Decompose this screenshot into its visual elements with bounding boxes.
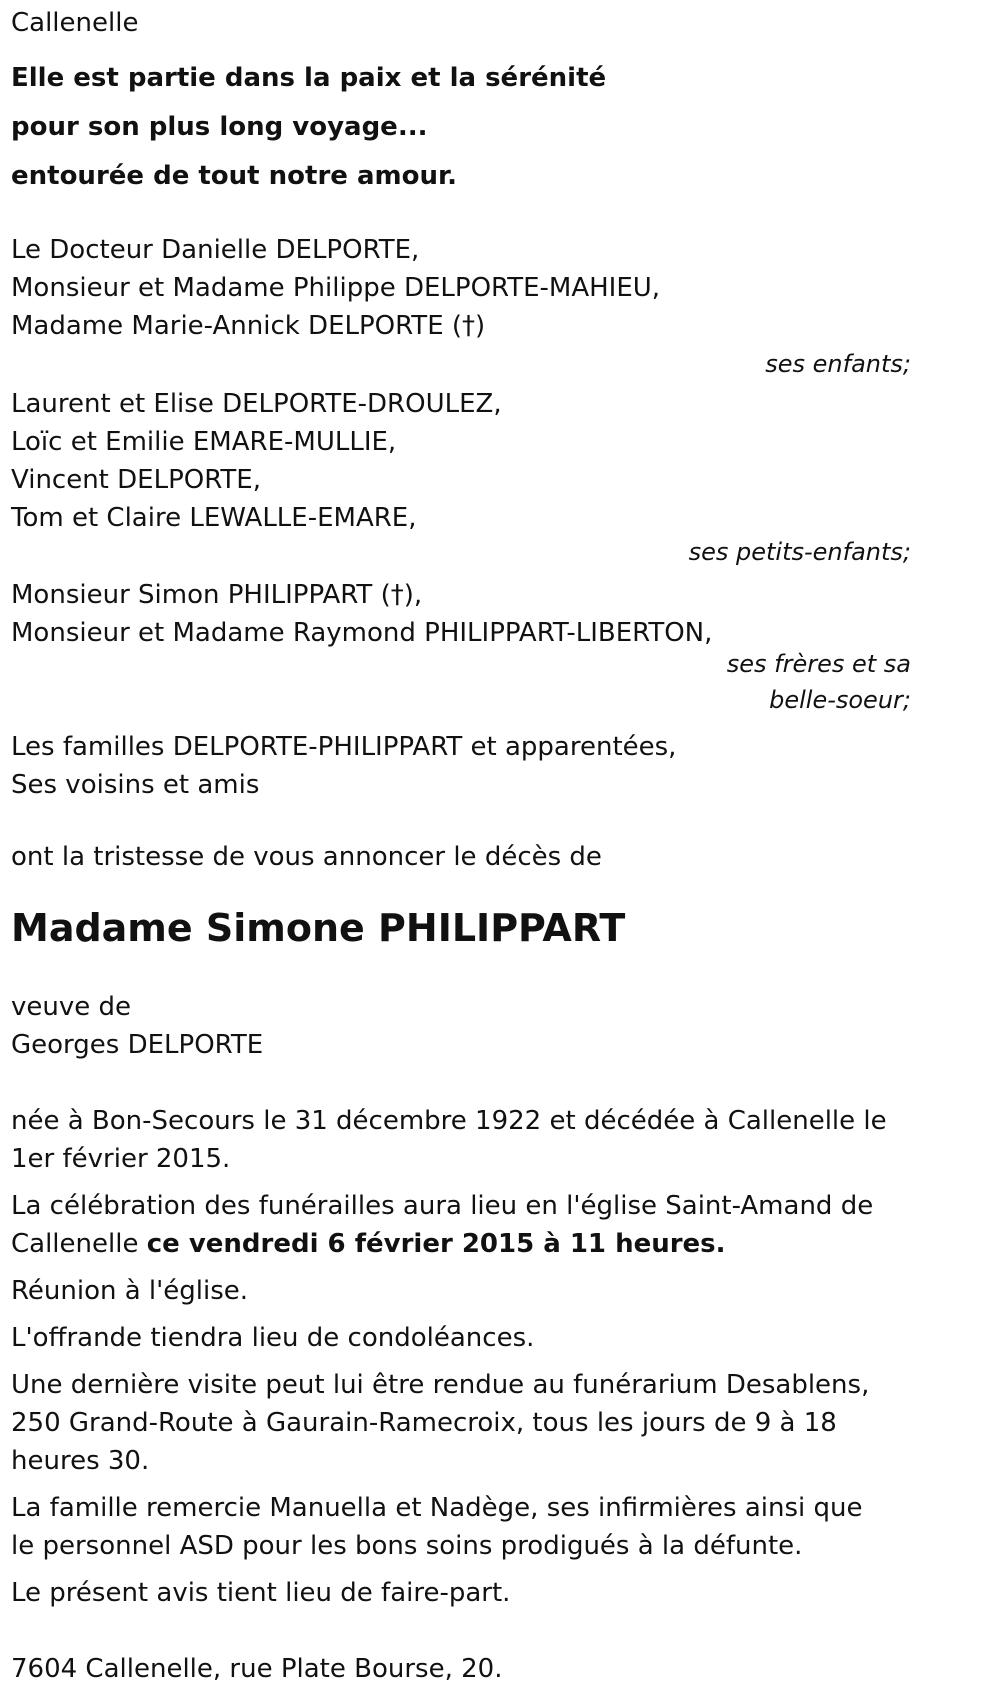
family-name: Tom et Claire LEWALLE-EMARE, <box>11 503 417 533</box>
family-name: Ses voisins et amis <box>11 770 260 800</box>
grandchildren-group <box>11 385 911 570</box>
children-group <box>11 231 911 382</box>
relation-label <box>11 646 911 718</box>
visit-details: Une dernière visite peut lui être rendue au funérarium Desablens, 250 Grand-Route à Gaurain-Ramecroix, tous les jours de 9 à 18 heures 30. <box>11 1370 870 1476</box>
relation-label-line: belle-soeur; <box>769 686 911 714</box>
family-name: Les familles DELPORTE-PHILIPPART et apparentées, <box>11 732 677 762</box>
spouse-name: Georges DELPORTE <box>11 1030 264 1060</box>
offering-details: L'offrande tiendra lieu de condoléances. <box>11 1323 535 1353</box>
relation-label: ses petits-enfants; <box>688 538 911 566</box>
notice-details: Le présent avis tient lieu de faire-part. <box>11 1578 511 1608</box>
siblings-group <box>11 576 911 718</box>
thanks-details: La famille remercie Manuella et Nadège, ses infirmières ainsi que le personnel ASD pour les bons soins prodigués à la défunte. <box>11 1493 863 1561</box>
announcement: ont la tristesse de vous annoncer le décès de <box>11 842 602 872</box>
ceremony-prefix: La célébration des funérailles aura lieu en l'église Saint-Amand de Callenelle <box>11 1191 874 1259</box>
family-name: Monsieur Simon PHILIPPART (†), <box>11 580 423 610</box>
ceremony-date: ce vendredi 6 février 2015 à 11 heures. <box>146 1229 726 1259</box>
family-name: Le Docteur Danielle DELPORTE, <box>11 235 420 265</box>
family-name: Loïc et Emilie EMARE-MULLIE, <box>11 427 397 457</box>
location-heading: Callenelle <box>11 8 139 38</box>
ceremony-details <box>11 1187 891 1263</box>
intro-line: entourée de tout notre amour. <box>11 161 457 191</box>
birth-death-details: née à Bon-Secours le 31 décembre 1922 et décédée à Callenelle le 1er février 2015. <box>11 1106 887 1174</box>
family-name: Laurent et Elise DELPORTE-DROULEZ, <box>11 389 502 419</box>
relation-label: ses enfants; <box>765 350 911 378</box>
intro-line: Elle est partie dans la paix et la sérénité <box>11 63 607 93</box>
obituary-notice <box>11 4 911 1688</box>
widow-label: veuve de <box>11 992 132 1022</box>
family-address: 7604 Callenelle, rue Plate Bourse, 20. <box>11 1654 503 1684</box>
relation-label-line: ses frères et sa <box>726 650 911 678</box>
widow-of <box>11 988 911 1064</box>
family-name: Madame Marie-Annick DELPORTE (†) <box>11 311 486 341</box>
others-group <box>11 728 911 804</box>
family-name: Monsieur et Madame Philippe DELPORTE-MAHIEU, <box>11 273 661 303</box>
intro-verse <box>11 54 911 201</box>
intro-line: pour son plus long voyage... <box>11 112 428 142</box>
family-name: Monsieur et Madame Raymond PHILIPPART-LIBERTON, <box>11 618 713 648</box>
family-name: Vincent DELPORTE, <box>11 465 261 495</box>
meeting-details: Réunion à l'église. <box>11 1276 249 1306</box>
deceased-name: Madame Simone PHILIPPART <box>11 906 626 950</box>
